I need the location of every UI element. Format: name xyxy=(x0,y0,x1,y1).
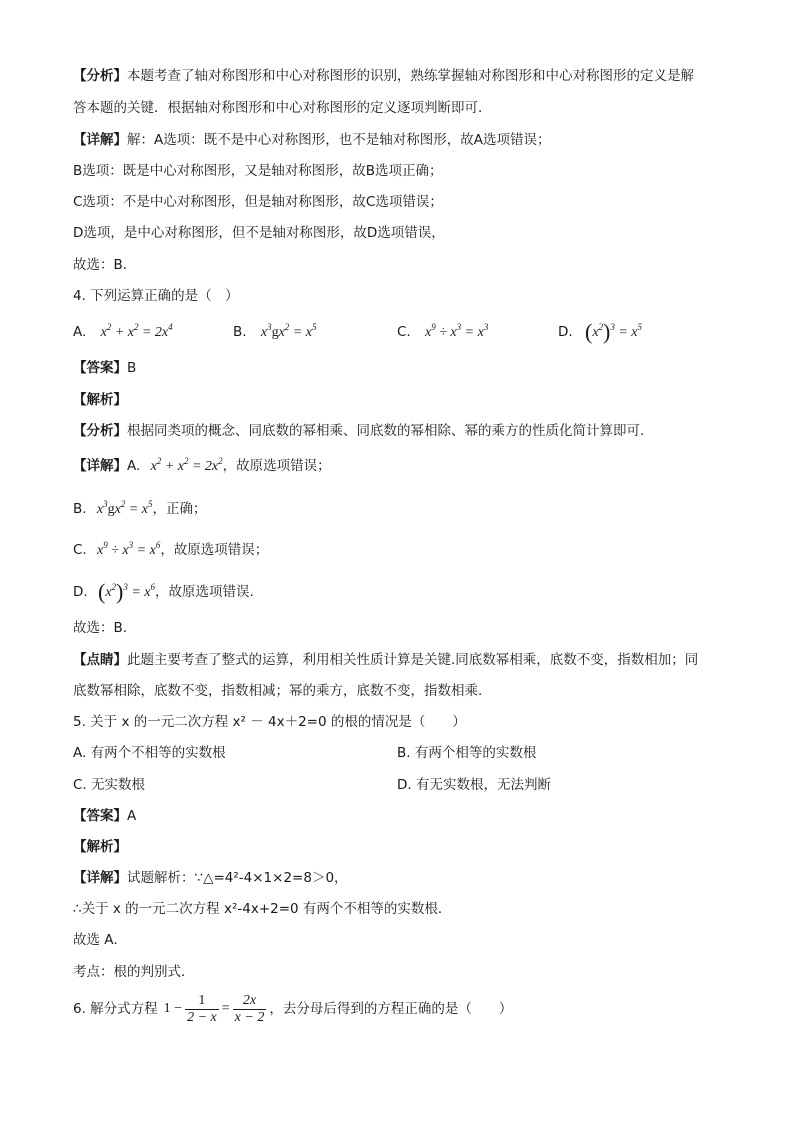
q4-option-d-formula: $(x^2)^3 = x^5$ xyxy=(584,319,643,344)
choose-line: 故选：B． xyxy=(73,257,137,273)
q4-choose: 故选：B. xyxy=(73,620,128,636)
q5-option-d: D. 有无实数根，无法判断 xyxy=(397,777,551,793)
q4-option-a-formula: $x^2 + x^2 = 2x^4$ xyxy=(100,322,173,340)
q4-jiexi-tag: 【解析】 xyxy=(73,392,127,408)
q5-option-a: A. 有两个不相等的实数根 xyxy=(73,745,226,761)
analysis-line-1: 【分析】本题考查了轴对称图形和中心对称图形的识别，熟练掌握轴对称图形和中心对称图形的定义是解 xyxy=(73,68,694,84)
q4-detail-b-formula: $x^3gx^2 = x^5$ xyxy=(96,499,153,517)
q5-choose: 故选 A． xyxy=(73,932,128,948)
q4-detail-d: D. $(x^2)^3 = x^6$，故原选项错误. xyxy=(73,579,254,604)
q4-stem: 4. 下列运算正确的是（ ） xyxy=(73,288,239,304)
q4-answer: 【答案】B xyxy=(73,360,137,376)
q5-answer: 【答案】A xyxy=(73,808,137,824)
q4-detail-b: B. $x^3gx^2 = x^5$，正确； xyxy=(73,499,207,517)
q5-option-c: C. 无实数根 xyxy=(73,777,146,793)
q4-detail-c-formula: $x^9 \div x^3 = x^6$ xyxy=(97,540,161,558)
analysis-line-2: 答本题的关键．根据轴对称图形和中心对称图形的定义逐项判断即可． xyxy=(73,100,492,116)
q4-option-a: A. $x^2 + x^2 = 2x^4$ xyxy=(73,322,173,340)
detail-line-c: C选项：不是中心对称图形，但是轴对称图形，故C选项错误； xyxy=(73,194,443,210)
analysis-tag: 【分析】 xyxy=(73,68,127,84)
detail-tag: 【详解】 xyxy=(73,132,127,148)
q6-fraction-2: $\frac{2x}{x - 2}$ xyxy=(234,992,265,1025)
q5-jiexi-tag: 【解析】 xyxy=(73,839,127,855)
q4-option-b: B. $x^3gx^2 = x^5$ xyxy=(233,322,317,340)
q5-option-b: B. 有两个相等的实数根 xyxy=(397,745,537,761)
q6-equals: = xyxy=(221,1001,230,1016)
q5-detail: 【详解】试题解析：∵△=4²-4×1×2=8＞0， xyxy=(73,870,348,886)
q4-detail-c: C. $x^9 \div x^3 = x^6$，故原选项错误； xyxy=(73,540,269,558)
q4-comment-2: 底数幂相除，底数不变，指数相减；幂的乘方，底数不变，指数相乘. xyxy=(73,683,483,699)
q5-conclusion: ∴关于 x 的一元二次方程 x²-4x+2=0 有两个不相等的实数根． xyxy=(73,901,452,917)
q4-detail-a: 【详解】A. $x^2 + x^2 = 2x^2$，故原选项错误； xyxy=(73,456,331,474)
q5-kaodian: 考点：根的判别式． xyxy=(73,964,195,980)
q5-stem: 5. 关于 x 的一元二次方程 x² － 4x＋2=0 的根的情况是（ ） xyxy=(73,714,466,730)
q4-detail-d-formula: $(x^2)^3 = x^6$ xyxy=(97,579,156,604)
detail-line-1: 【详解】解：A选项：既不是中心对称图形，也不是轴对称图形，故A选项错误； xyxy=(73,132,551,148)
q6-one: 1 − xyxy=(163,1001,183,1016)
q4-analysis: 【分析】根据同类项的概念、同底数的幂相乘、同底数的幂相除、幂的乘方的性质化简计算即可. xyxy=(73,423,645,439)
q4-option-b-formula: $x^3gx^2 = x^5$ xyxy=(260,322,317,340)
q4-detail-a-formula: $x^2 + x^2 = 2x^2$ xyxy=(150,456,223,474)
q4-option-c-formula: $x^9 \div x^3 = x^3$ xyxy=(425,322,489,340)
detail-line-b: B选项：既是中心对称图形，又是轴对称图形，故B选项正确； xyxy=(73,163,443,179)
q4-option-d: D. $(x^2)^3 = x^5$ xyxy=(558,319,643,344)
detail-line-d: D选项，是中心对称图形，但不是轴对称图形，故D选项错误， xyxy=(73,225,445,241)
q4-option-c: C. $x^9 \div x^3 = x^3$ xyxy=(397,322,489,340)
q6-fraction-1: $\frac{1}{2 - x}$ xyxy=(187,992,217,1025)
q6-stem: 6. 解分式方程 1 − $\frac{1}{2 - x}$ = $\frac{2x}{x - 2}$ ，去分母后得到的方程正确的是（ ） xyxy=(73,992,513,1025)
q4-comment-1: 【点睛】此题主要考查了整式的运算，利用相关性质计算是关键.同底数幂相乘，底数不变，指数相加；同 xyxy=(73,652,699,668)
